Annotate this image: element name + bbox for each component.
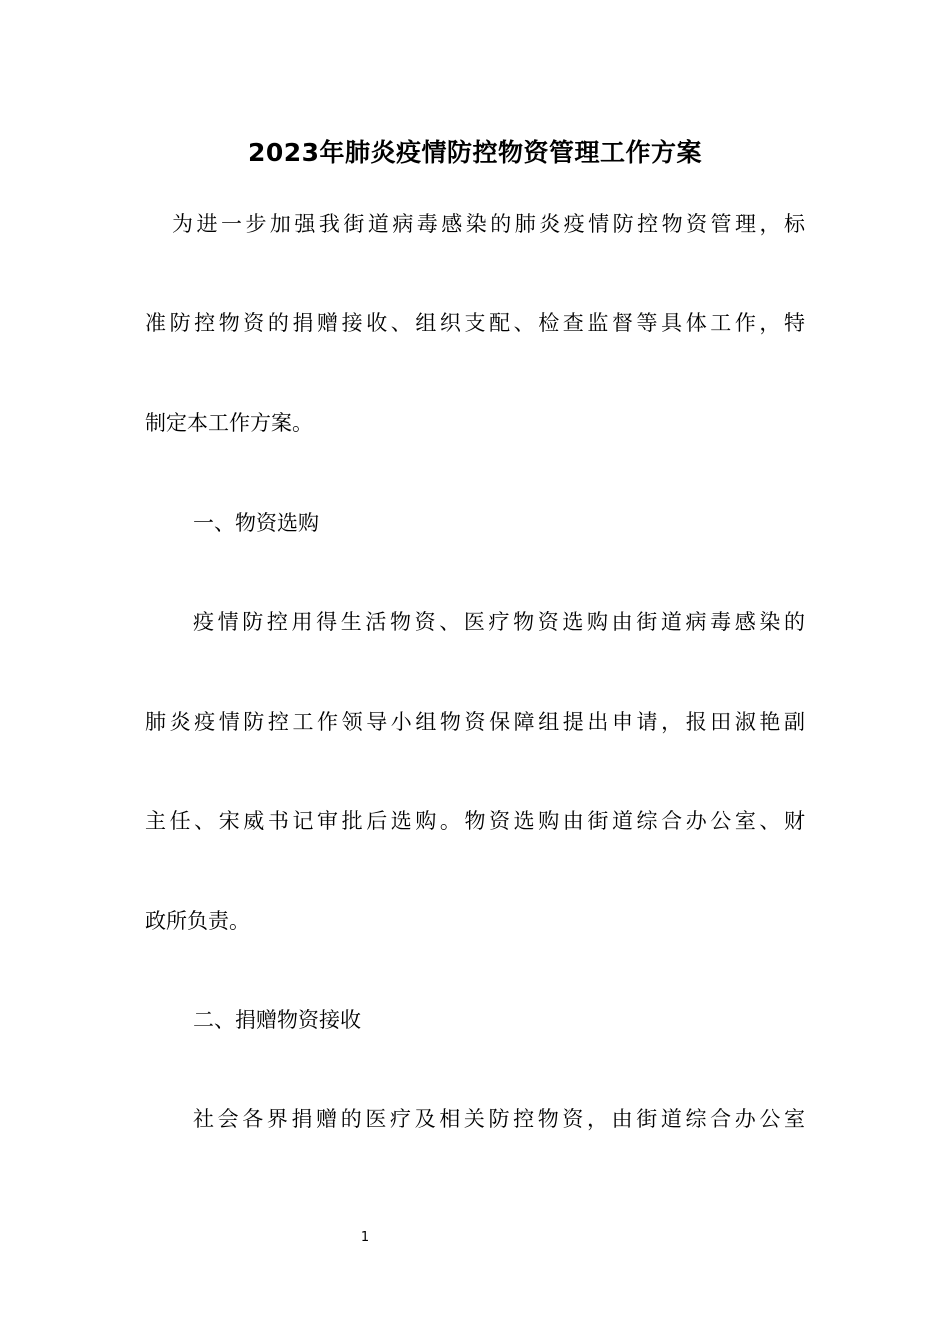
paragraph-line: 为进一步加强我街道病毒感染的肺炎疫情防控物资管理，标 bbox=[172, 212, 805, 236]
section-heading: 一、物资选购 bbox=[193, 511, 319, 535]
paragraph-line: 肺炎疫情防控工作领导小组物资保障组提出申请，报田淑艳副 bbox=[145, 710, 805, 734]
paragraph-line: 制定本工作方案。 bbox=[145, 411, 313, 435]
section-heading: 二、捐赠物资接收 bbox=[193, 1008, 361, 1032]
paragraph-line: 疫情防控用得生活物资、医疗物资选购由街道病毒感染的 bbox=[193, 610, 805, 634]
paragraph-line: 准防控物资的捐赠接收、组织支配、检查监督等具体工作，特 bbox=[145, 311, 805, 335]
paragraph-line: 政所负责。 bbox=[145, 909, 250, 933]
paragraph-line: 主任、宋威书记审批后选购。物资选购由街道综合办公室、财 bbox=[145, 809, 805, 833]
document-title: 2023年肺炎疫情防控物资管理工作方案 bbox=[247, 138, 703, 167]
paragraph-line: 社会各界捐赠的医疗及相关防控物资，由街道综合办公室 bbox=[193, 1107, 805, 1131]
page-number: 1 bbox=[360, 1230, 370, 1245]
